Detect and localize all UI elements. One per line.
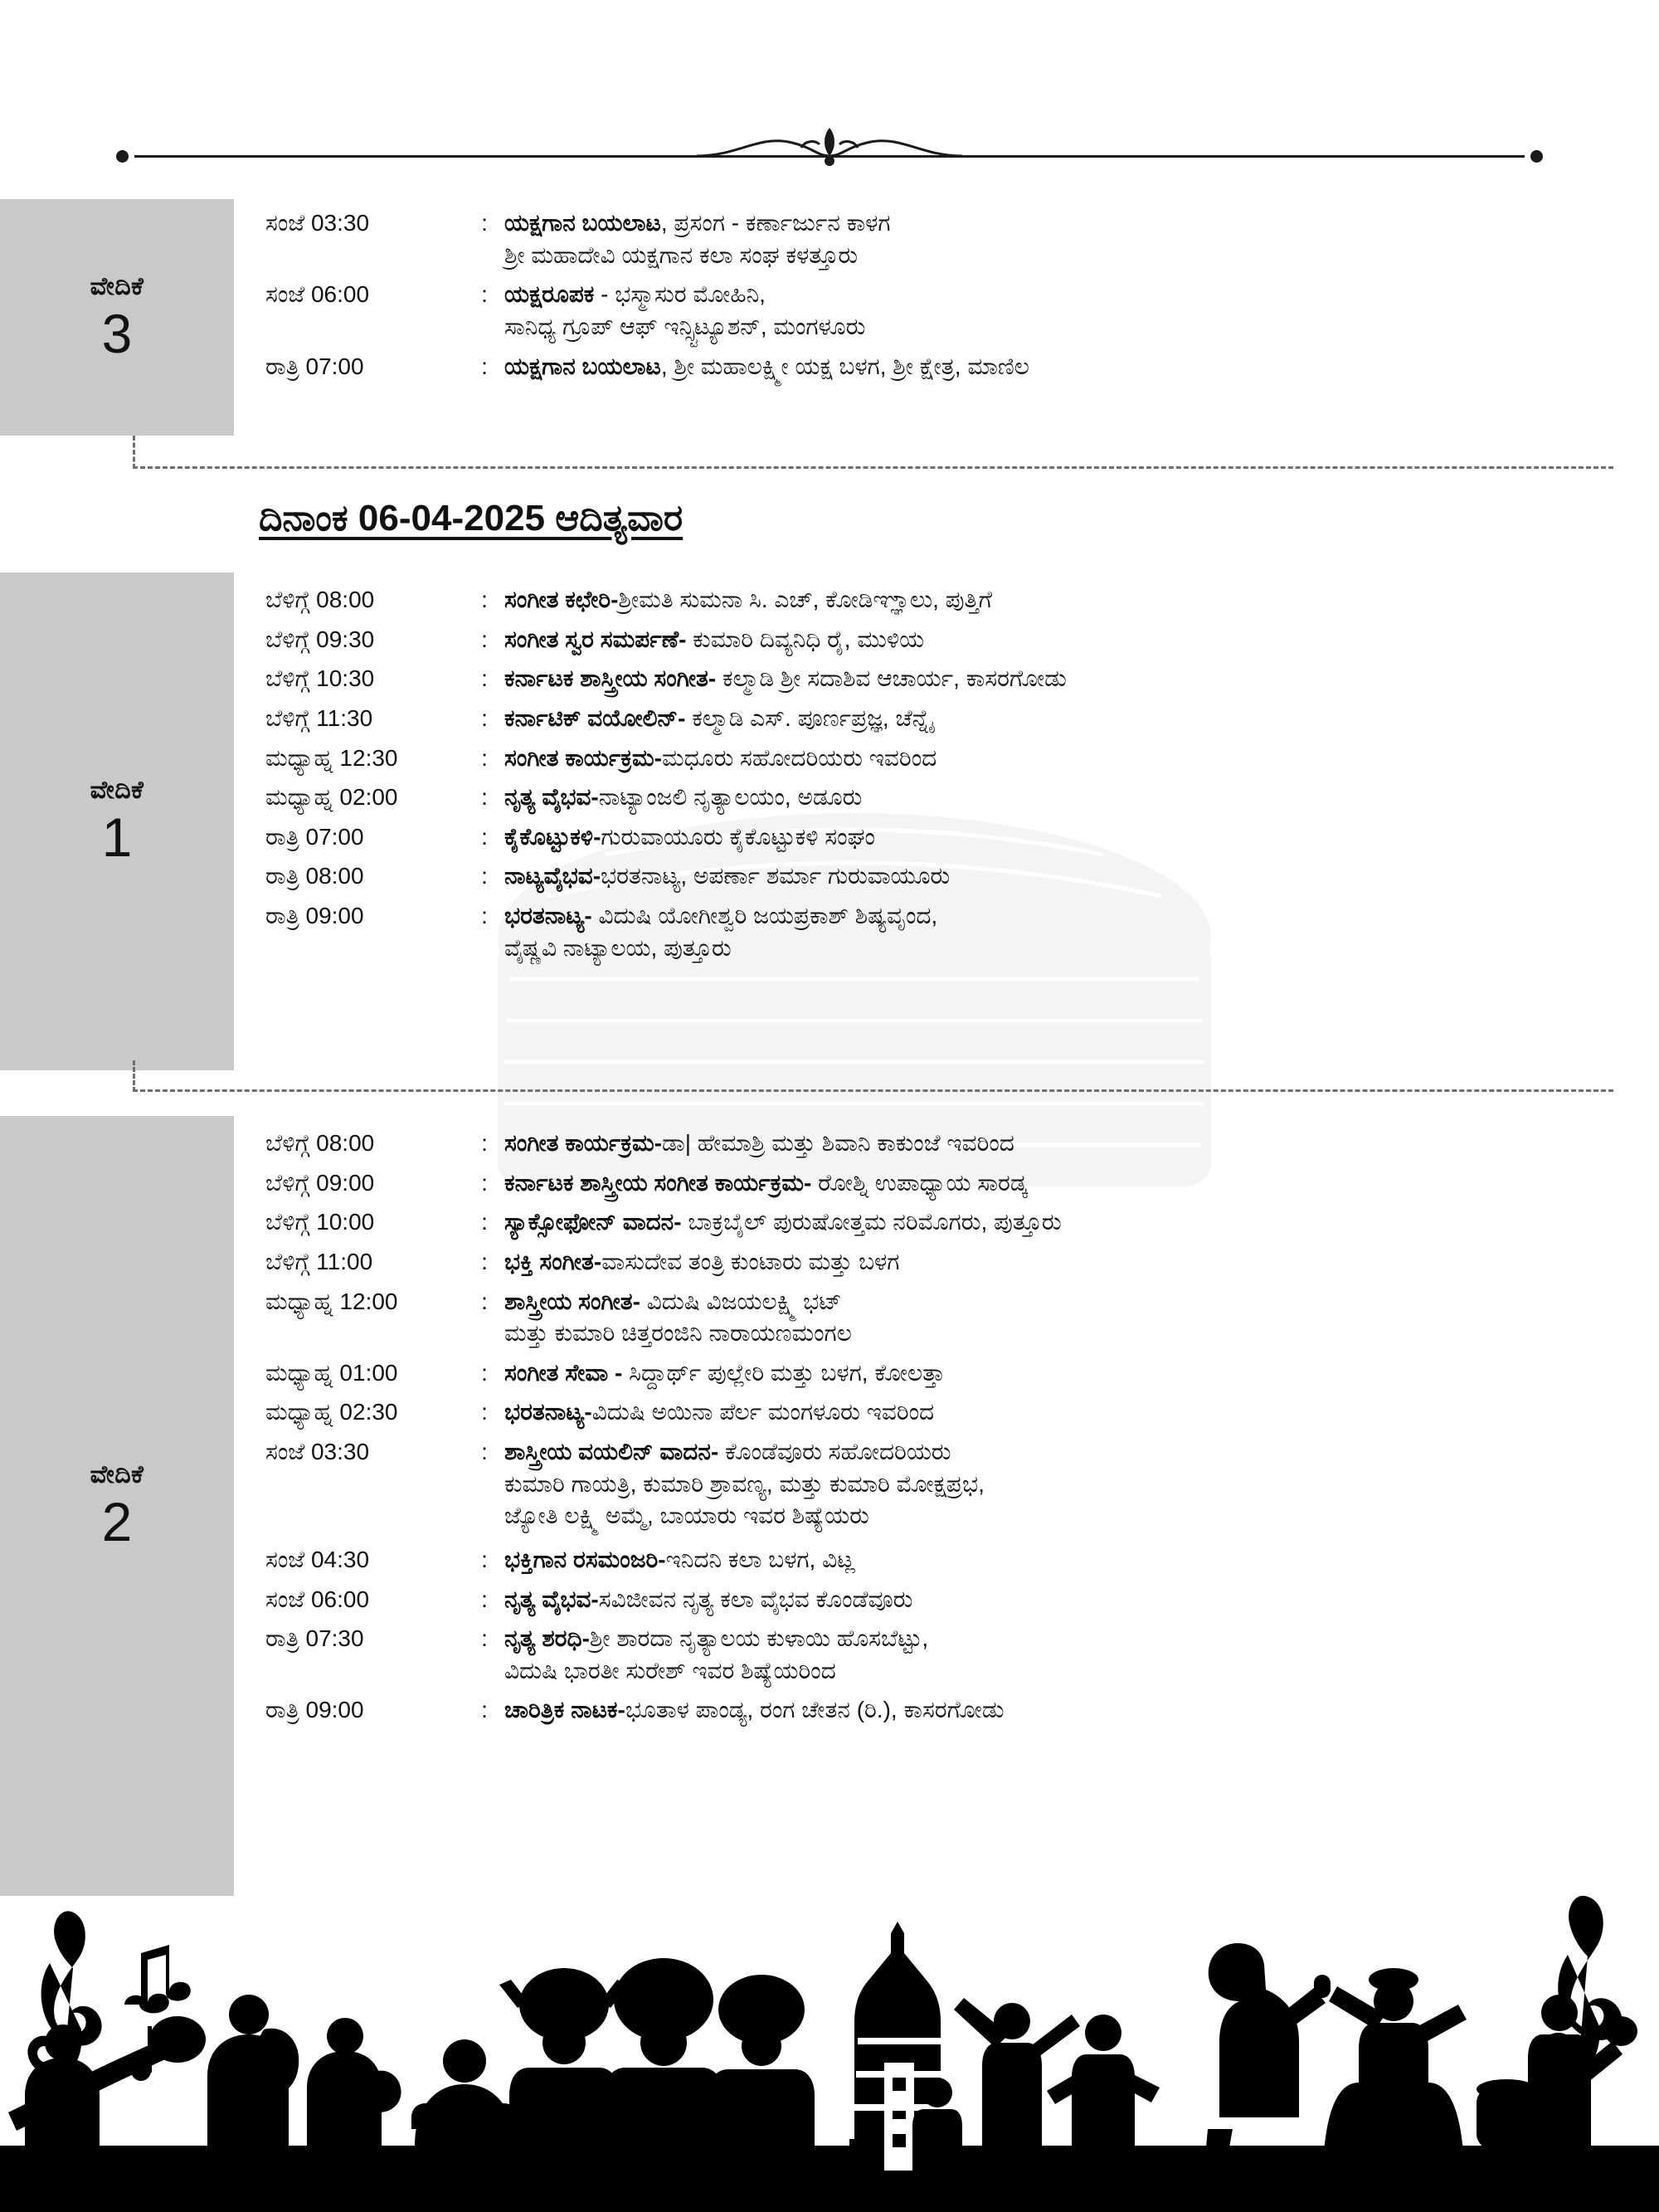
row-time: ಬೆಳಿಗ್ಗೆ 09:00 [265,1169,375,1196]
row-description [504,1128,1609,1160]
row-continuation: ವೈಷ್ಣವಿ ನಾಟ್ಯಾಲಯ, ಪುತ್ತೂರು [504,934,732,961]
schedule-row [257,663,1609,695]
row-colon: : [481,863,488,889]
row-detail: ಸಿದ್ದಾರ್ಥ್ ಪುಲ್ಲೇರಿ ಮತ್ತು ಬಳಗ, ಕೋಲತ್ತಾ [622,1359,946,1386]
row-time: ರಾತ್ರಿ 08:00 [265,863,364,889]
row-colon: : [481,281,488,308]
row-detail: ಕುಮಾರಿ ದಿವ್ಯನಿಧಿ ರೈ, ಮುಳಿಯ [686,626,925,652]
row-title: ಸಂಗೀತ ಕಾರ್ಯಕ್ರಮ- [504,1130,662,1156]
row-continuation: ಸಾನಿಧ್ಯ ಗ್ರೂಪ್ ಆಫ್ ಇನ್ಸ್ಟಿಟ್ಯೂಶನ್, ಮಂಗಳೂರು [504,313,866,339]
top-divider [116,133,1543,183]
schedule-row [257,1396,1609,1429]
row-description [504,1286,1609,1350]
schedule-row [257,279,1609,343]
row-title: ಸಂಗೀತ ಕಾರ್ಯಕ್ರಮ- [504,744,662,771]
row-description [504,743,1609,775]
row-colon: : [481,1130,488,1156]
row-description [504,782,1609,814]
schedule-row [257,207,1609,271]
schedule-row [257,782,1609,814]
schedule-row [257,860,1609,893]
row-time: ಸಂಜೆ 06:00 [265,1586,370,1612]
row-colon: : [481,1359,488,1386]
row-colon: : [481,210,488,236]
stage-label: ವೇದಿಕೆ [90,272,144,300]
row-time: ಮಧ್ಯಾಹ್ನ 02:30 [265,1399,398,1425]
row-title: ಸಂಗೀತ ಕಛೇರಿ- [504,587,619,612]
row-title: ಕೈಕೊಟ್ಟುಕಳಿ- [504,823,601,850]
row-title: ಕರ್ನಾಟಿಕ್ ವಯೋಲಿನ್- [504,704,686,731]
row-description [504,663,1609,695]
row-time: ಸಂಜೆ 03:30 [265,210,370,236]
row-detail: ಭೂತಾಳ ಪಾಂಡ್ಯ, ರಂಗ ಚೇತನ (ರಿ.), ಕಾಸರಗೋಡು [625,1697,1005,1723]
row-title: ಯಕ್ಷಗಾನ ಬಯಲಾಟ [504,353,661,379]
row-time: ಬೆಳಿಗ್ಗೆ 08:00 [265,1130,375,1156]
schedule-row [257,1623,1609,1687]
row-time: ರಾತ್ರಿ 07:00 [265,353,364,379]
row-title: ನೃತ್ಯ ವೈಭವ- [504,1586,599,1612]
row-detail: - ಭಸ್ಮಾಸುರ ಮೋಹಿನಿ, [594,281,766,308]
row-colon: : [481,1248,488,1274]
row-colon: : [481,1546,488,1572]
row-colon: : [481,353,488,379]
schedule-row [257,1544,1609,1576]
schedule-row [257,900,1609,964]
row-time: ಸಂಜೆ 04:30 [265,1546,370,1572]
row-title: ಕರ್ನಾಟಕ ಶಾಸ್ತ್ರೀಯ ಸಂಗೀತ ಕಾರ್ಯಕ್ರಮ- [504,1169,812,1196]
schedule-row [257,351,1609,383]
row-time: ಮಧ್ಯಾಹ್ನ 12:30 [265,744,398,771]
row-colon: : [481,1288,488,1314]
schedule-row [257,1167,1609,1200]
row-detail: ಕೊಂಡೆವೂರು ಸಹೋದರಿಯರು [718,1439,951,1464]
row-detail: , ಪ್ರಸಂಗ - ಕರ್ಣಾರ್ಜುನ ಕಾಳಗ [660,210,891,236]
stage-3-rows [257,207,1609,390]
row-detail: ಡಾ| ಹೇಮಾಶ್ರಿ ಮತ್ತು ಶಿವಾನಿ ಕಾಕುಂಜೆ ಇವರಿಂದ [661,1130,1014,1156]
stage-2-block [0,1116,1659,1896]
row-detail: ಶ್ರೀ ಶಾರದಾ ನೃತ್ಯಾಲಯ ಕುಳಾಯಿ ಹೊಸಬೆಟ್ಟು, [589,1625,929,1652]
separator-tick [133,1060,135,1092]
row-colon: : [481,784,488,811]
row-detail: , ಶ್ರೀ ಮಹಾಲಕ್ಷ್ಮೀ ಯಕ್ಷ ಬಳಗ, ಶ್ರೀ ಕ್ಷೇತ್ರ, ಮಾಣಿಲ [660,353,1029,379]
stage-number: 2 [101,1491,133,1553]
row-description [504,860,1609,893]
divider-dot-left [116,150,129,163]
row-description [504,1584,1609,1616]
row-detail: ಭರತನಾಟ್ಯ, ಅಪರ್ಣಾ ಶರ್ಮಾ ಗುರುವಾಯೂರು [601,863,951,889]
row-continuation: ಮತ್ತು ಕುಮಾರಿ ಚಿತ್ತರಂಜಿನಿ ನಾರಾಯಣಮಂಗಲ [504,1320,852,1347]
row-continuation: ವಿದುಷಿ ಭಾರತೀ ಸುರೇಶ್ ಇವರ ಶಿಷ್ಯೆಯರಿಂದ [504,1657,836,1683]
row-title: ಕರ್ನಾಟಕ ಶಾಸ್ತ್ರೀಯ ಸಂಗೀತ- [504,665,717,692]
schedule-row [257,1584,1609,1616]
stage-2-rows [257,1128,1609,1734]
row-title: ಭಕ್ತಿಗಾನ ರಸಮಂಜರಿ- [504,1546,666,1572]
stage-3-block [0,199,1659,436]
row-colon: : [481,903,488,928]
schedule-row [257,1246,1609,1279]
divider-dot-right [1530,150,1543,163]
row-description [504,1623,1609,1687]
row-detail: ಗುರುವಾಯೂರು ಕೈಕೊಟ್ಟುಕಳಿ ಸಂಘಂ [601,823,875,850]
row-time: ಬೆಳಿಗ್ಗೆ 11:00 [265,1248,373,1274]
row-title: ಭರತನಾಟ್ಯ- [504,1399,592,1425]
row-description [504,1544,1609,1576]
row-title: ನಾಟ್ಯವೈಭವ- [504,863,601,889]
row-time: ಸಂಜೆ 03:30 [265,1439,370,1464]
row-colon: : [481,744,488,771]
row-colon: : [481,1169,488,1196]
schedule-row [257,703,1609,735]
row-colon: : [481,626,488,652]
schedule-row [257,1286,1609,1350]
row-detail: ಕಲ್ಮಾಡಿ ಎಸ್. ಪೂರ್ಣಪ್ರಜ್ಞ, ಚೆನ್ನೈ [685,704,933,731]
row-time: ಸಂಜೆ 06:00 [265,281,370,308]
row-detail: ಇನಿದನಿ ಕಲಾ ಬಳಗ, ವಿಟ್ಲ [665,1546,855,1572]
row-colon: : [481,665,488,692]
row-description [504,821,1609,854]
row-time: ಬೆಳಿಗ್ಗೆ 10:30 [265,665,375,692]
row-description [504,584,1609,616]
row-title: ಸಂಗೀತ ಸ್ವರ ಸಮರ್ಪಣೆ- [504,626,687,652]
row-time: ಮಧ್ಯಾಹ್ನ 02:00 [265,784,398,811]
row-colon: : [481,587,488,612]
row-description [504,351,1609,383]
schedule-row [257,624,1609,656]
row-title: ನೃತ್ಯ ವೈಭವ- [504,784,599,811]
row-colon: : [481,1586,488,1612]
schedule-row [257,821,1609,854]
row-time: ಬೆಳಿಗ್ಗೆ 08:00 [265,587,375,612]
row-title: ಯಕ್ಷಗಾನ ಬಯಲಾಟ [504,210,661,236]
row-title: ನೃತ್ಯ ಶರಧಿ- [504,1625,590,1652]
stage-1-block [0,572,1659,1070]
row-time: ರಾತ್ರಿ 09:00 [265,1697,364,1723]
row-colon: : [481,1697,488,1723]
row-colon: : [481,1625,488,1652]
stage-label: ವೇದಿಕೆ [90,1461,144,1489]
stage-3-tag [0,199,234,436]
row-time: ಬೆಳಿಗ್ಗೆ 11:30 [265,704,373,731]
row-continuation-2: ಜ್ಯೋತಿ ಲಕ್ಷ್ಮಿ ಅಮ್ಮೆ, ಬಾಯಾರು ಇವರ ಶಿಷ್ಯೆಯರು [504,1503,869,1529]
row-description [504,900,1609,964]
row-time: ರಾತ್ರಿ 09:00 [265,903,364,928]
section-separator [133,1089,1613,1092]
row-detail: ನಾಟ್ಯಾಂಜಲಿ ನೃತ್ಯಾಲಯಂ, ಅಡೂರು [598,784,863,811]
row-time: ಬೆಳಿಗ್ಗೆ 10:00 [265,1209,375,1235]
row-description [504,1436,1609,1532]
schedule-row [257,1206,1609,1239]
row-detail: ವಿದುಷಿ ಯೋಗೀಶ್ವರಿ ಜಯಪ್ರಕಾಶ್ ಶಿಷ್ಯವೃಂದ, [591,903,938,928]
row-time: ರಾತ್ರಿ 07:30 [265,1625,364,1652]
row-description [504,1357,1609,1390]
schedule-row [257,743,1609,775]
row-detail: ಶ್ರೀಮತಿ ಸುಮನಾ ಸಿ. ಎಚ್, ಕೋಡಿಞ್ಞಾಲು, ಪುತ್ತಿಗೆ [618,587,992,612]
schedule-row [257,1357,1609,1390]
schedule-row [257,584,1609,616]
row-colon: : [481,823,488,850]
stage-label: ವೇದಿಕೆ [90,777,144,805]
row-time: ಬೆಳಿಗ್ಗೆ 09:30 [265,626,375,652]
row-continuation: ಶ್ರೀ ಮಹಾದೇವಿ ಯಕ್ಷಗಾನ ಕಲಾ ಸಂಘ ಕಳತ್ತೂರು [504,241,859,268]
row-detail: ರೋಶ್ನಿ ಉಪಾಧ್ಯಾಯ ಸಾರಡ್ಕ [811,1169,1028,1196]
stage-1-tag [0,572,234,1070]
row-colon: : [481,704,488,731]
row-colon: : [481,1209,488,1235]
row-time: ಮಧ್ಯಾಹ್ನ 12:00 [265,1288,398,1314]
row-title: ಶಾಸ್ತ್ರೀಯ ವಯಲಿನ್ ವಾದನ- [504,1439,719,1464]
stage-number: 3 [101,302,133,364]
row-detail: ವಿದುಷಿ ಅಯಿನಾ ಪೆರ್ಲ ಮಂಗಳೂರು ಇವರಿಂದ [591,1399,935,1425]
row-detail: ವಿದುಷಿ ವಿಜಯಲಕ್ಷ್ಮಿ ಭಟ್ [640,1288,842,1314]
schedule-row [257,1694,1609,1727]
row-description [504,1206,1609,1239]
flourish-ornament [680,123,979,181]
row-continuation: ಕುಮಾರಿ ಗಾಯತ್ರಿ, ಕುಮಾರಿ ಶ್ರಾವಣ್ಯ, ಮತ್ತು ಕುಮಾರಿ ಮೋಕ್ಷಪ್ರಭ, [504,1470,985,1497]
row-time: ರಾತ್ರಿ 07:00 [265,823,364,850]
row-description [504,279,1609,343]
row-title: ಯಕ್ಷರೂಪಕ [504,281,595,308]
row-colon: : [481,1399,488,1425]
row-title: ಸ್ಯಾಕ್ಸೋಫೋನ್ ವಾದನ- [504,1209,682,1235]
row-title: ಭಕ್ತಿ ಸಂಗೀತ- [504,1248,602,1274]
schedule-row [257,1436,1609,1532]
row-description [504,703,1609,735]
date-heading: ದಿನಾಂಕ 06-04-2025 ಆದಿತ್ಯವಾರ [259,498,684,538]
row-title: ಭರತನಾಟ್ಯ- [504,903,592,928]
schedule-row [257,1128,1609,1160]
stage-2-tag [0,1116,234,1896]
row-description [504,1167,1609,1200]
performers-silhouette-band [0,1864,1659,2212]
row-detail: ಸವಿಜೀವನ ನೃತ್ಯ ಕಲಾ ವೈಭವ ಕೊಂಡೆವೂರು [598,1586,913,1612]
row-description [504,1396,1609,1429]
row-title: ಚಾರಿತ್ರಿಕ ನಾಟಕ- [504,1697,625,1723]
row-detail: ಮಧೂರು ಸಹೋದರಿಯರು ಇವರಿಂದ [661,744,937,771]
row-title: ಸಂಗೀತ ಸೇವಾ - [504,1359,623,1386]
row-description [504,624,1609,656]
row-colon: : [481,1439,488,1464]
stage-number: 1 [101,806,133,869]
row-detail: ಕಲ್ಮಾಡಿ ಶ್ರೀ ಸದಾಶಿವ ಆಚಾರ್ಯ, ಕಾಸರಗೋಡು [716,665,1067,692]
row-detail: ಬಾಕ್ರಬೈಲ್ ಪುರುಷೋತ್ತಮ ನರಿಮೊಗರು, ಪುತ್ತೂರು [681,1209,1062,1235]
row-detail: ವಾಸುದೇವ ತಂತ್ರಿ ಕುಂಟಾರು ಮತ್ತು ಬಳಗ [601,1248,900,1274]
row-time: ಮಧ್ಯಾಹ್ನ 01:00 [265,1359,398,1386]
row-title: ಶಾಸ್ತ್ರೀಯ ಸಂಗೀತ- [504,1288,640,1314]
row-description [504,207,1609,271]
section-separator [133,466,1613,469]
row-description [504,1694,1609,1727]
separator-tick [133,436,135,469]
row-description [504,1246,1609,1279]
stage-1-rows [257,584,1609,972]
